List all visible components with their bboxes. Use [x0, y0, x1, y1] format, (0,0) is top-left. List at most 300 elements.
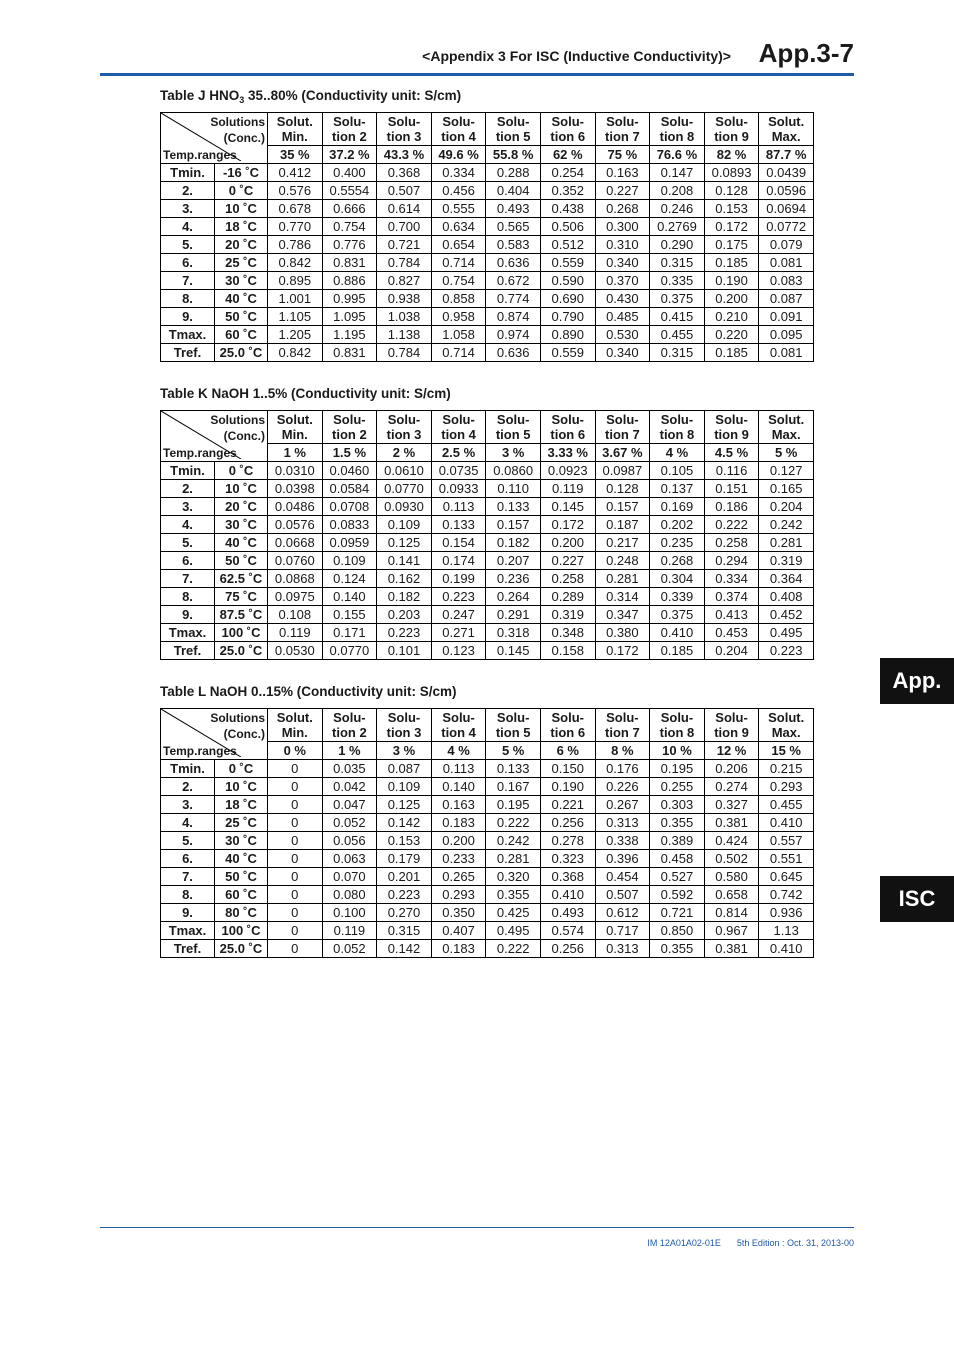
table-row — [161, 552, 814, 570]
column-header-bottom: Min. — [268, 725, 323, 742]
concentration-cell: 8 % — [595, 742, 650, 760]
footer — [631, 1238, 854, 1248]
column-header-bottom: tion 9 — [704, 725, 759, 742]
header-rule — [100, 73, 854, 76]
concentration-cell: 37.2 % — [322, 146, 377, 164]
conductivity-cell: 0.0770 — [377, 480, 432, 498]
conductivity-cell: 0.0694 — [759, 200, 814, 218]
conductivity-cell: 0.453 — [704, 624, 759, 642]
corner-solutions-label: Solutions — [210, 413, 265, 427]
conductivity-cell: 0.381 — [704, 814, 759, 832]
conductivity-cell: 0.290 — [650, 236, 705, 254]
concentration-cell: 3.67 % — [595, 444, 650, 462]
conductivity-cell: 0.172 — [704, 218, 759, 236]
conductivity-cell: 0.140 — [431, 778, 486, 796]
side-tab-isc[interactable]: ISC — [880, 876, 954, 922]
conductivity-cell: 0.256 — [540, 940, 595, 958]
conductivity-cell: 0.347 — [595, 606, 650, 624]
conductivity-cell: 0.0576 — [268, 516, 323, 534]
conductivity-cell: 0.271 — [431, 624, 486, 642]
conductivity-cell: 0.190 — [540, 778, 595, 796]
conductivity-cell: 0.455 — [759, 796, 814, 814]
concentration-cell: 87.7 % — [759, 146, 814, 164]
column-header-top: Solu- — [540, 709, 595, 726]
conductivity-cell: 0.0310 — [268, 462, 323, 480]
conductivity-cell: 0.381 — [704, 940, 759, 958]
conductivity-cell: 0.415 — [650, 308, 705, 326]
row-temperature: 87.5 ˚C — [215, 606, 268, 624]
row-label: 3. — [161, 796, 215, 814]
conductivity-cell: 0.507 — [595, 886, 650, 904]
conductivity-cell: 0.223 — [759, 642, 814, 660]
concentration-cell: 75 % — [595, 146, 650, 164]
conductivity-cell: 0.222 — [704, 516, 759, 534]
conductivity-cell: 0.087 — [759, 290, 814, 308]
corner-temp-label: Temp.ranges — [163, 148, 237, 162]
column-header-top: Solu- — [431, 113, 486, 130]
row-label: Tref. — [161, 344, 215, 362]
row-temperature: 20 ˚C — [215, 236, 268, 254]
column-header-bottom: tion 5 — [486, 427, 541, 444]
row-label: 5. — [161, 236, 215, 254]
conductivity-cell: 0.678 — [268, 200, 323, 218]
concentration-cell: 55.8 % — [486, 146, 541, 164]
conductivity-cell: 0.438 — [540, 200, 595, 218]
column-header-bottom: tion 7 — [595, 427, 650, 444]
conductivity-cell: 0.555 — [431, 200, 486, 218]
conductivity-cell: 0.493 — [486, 200, 541, 218]
conductivity-cell: 0.576 — [268, 182, 323, 200]
conductivity-cell: 0.320 — [486, 868, 541, 886]
page-number: App.3-7 — [758, 38, 854, 68]
conductivity-cell: 0.776 — [322, 236, 377, 254]
conductivity-cell: 0.123 — [431, 642, 486, 660]
conductivity-cell: 0.974 — [486, 326, 541, 344]
column-header-top: Solu- — [650, 113, 705, 130]
conductivity-cell: 0.454 — [595, 868, 650, 886]
table-row — [161, 832, 814, 850]
conductivity-cell: 0.784 — [377, 344, 432, 362]
concentration-cell: 6 % — [540, 742, 595, 760]
concentration-cell: 43.3 % — [377, 146, 432, 164]
table-row — [161, 588, 814, 606]
column-header-bottom: Max. — [759, 725, 814, 742]
column-header-top: Solut. — [759, 411, 814, 428]
conductivity-cell: 0.559 — [540, 254, 595, 272]
row-label: 4. — [161, 516, 215, 534]
conductivity-cell: 0.091 — [759, 308, 814, 326]
conductivity-cell: 0.784 — [377, 254, 432, 272]
conductivity-cell: 0.095 — [759, 326, 814, 344]
conductivity-cell: 0.172 — [540, 516, 595, 534]
conductivity-cell: 0.335 — [650, 272, 705, 290]
conductivity-cell: 0.410 — [759, 814, 814, 832]
conductivity-cell: 0.035 — [322, 760, 377, 778]
conductivity-cell: 0.254 — [540, 164, 595, 182]
conductivity-cell: 0.176 — [595, 760, 650, 778]
conductivity-cell: 0.278 — [540, 832, 595, 850]
column-header-bottom: Min. — [268, 129, 323, 146]
conductivity-cell: 0.0610 — [377, 462, 432, 480]
corner-solutions-label: Solutions — [210, 115, 265, 129]
table-row — [161, 236, 814, 254]
conductivity-cell: 1.095 — [322, 308, 377, 326]
row-label: Tmin. — [161, 462, 215, 480]
conductivity-cell: 0.119 — [268, 624, 323, 642]
row-temperature: 40 ˚C — [215, 850, 268, 868]
conductivity-cell: 0.220 — [704, 326, 759, 344]
column-header-bottom: tion 6 — [540, 427, 595, 444]
column-header-top: Solu- — [595, 709, 650, 726]
conductivity-cell: 0.101 — [377, 642, 432, 660]
concentration-cell: 5 % — [486, 742, 541, 760]
column-header-bottom: tion 5 — [486, 129, 541, 146]
column-header-top: Solu- — [595, 113, 650, 130]
conductivity-cell: 0.334 — [704, 570, 759, 588]
conductivity-cell: 0.389 — [650, 832, 705, 850]
conductivity-cell: 0.375 — [650, 606, 705, 624]
conductivity-cell: 0.227 — [595, 182, 650, 200]
conductivity-cell: 0.304 — [650, 570, 705, 588]
conductivity-cell: 0.425 — [486, 904, 541, 922]
conductivity-cell: 0.858 — [431, 290, 486, 308]
column-header-bottom: Max. — [759, 129, 814, 146]
column-header-top: Solut. — [268, 411, 323, 428]
table-k-caption: Table K NaOH 1..5% (Conductivity unit: S/cm) — [160, 386, 451, 401]
footer-doc-id: IM 12A01A02-01E — [647, 1238, 721, 1248]
conductivity-cell: 0.281 — [759, 534, 814, 552]
conductivity-cell: 0.364 — [759, 570, 814, 588]
conductivity-cell: 0.352 — [540, 182, 595, 200]
conductivity-cell: 1.195 — [322, 326, 377, 344]
conductivity-cell: 0.242 — [759, 516, 814, 534]
conductivity-cell: 0 — [268, 814, 323, 832]
conductivity-cell: 0.368 — [377, 164, 432, 182]
conductivity-cell: 0.412 — [268, 164, 323, 182]
column-header-top: Solu- — [704, 411, 759, 428]
conductivity-cell: 0.590 — [540, 272, 595, 290]
column-header-top: Solu- — [540, 113, 595, 130]
conductivity-cell: 0.056 — [322, 832, 377, 850]
conductivity-cell: 0.512 — [540, 236, 595, 254]
conductivity-cell: 0.200 — [431, 832, 486, 850]
table-row — [161, 940, 814, 958]
conductivity-cell: 0.592 — [650, 886, 705, 904]
conductivity-cell: 0.495 — [759, 624, 814, 642]
row-temperature: 10 ˚C — [215, 480, 268, 498]
conductivity-cell: 0.151 — [704, 480, 759, 498]
conductivity-cell: 0.636 — [486, 344, 541, 362]
conductivity-cell: 0.995 — [322, 290, 377, 308]
conductivity-cell: 0.236 — [486, 570, 541, 588]
table-row — [161, 904, 814, 922]
conductivity-cell: 0.310 — [595, 236, 650, 254]
row-label: Tmin. — [161, 760, 215, 778]
conductivity-cell: 0.157 — [486, 516, 541, 534]
row-temperature: 40 ˚C — [215, 290, 268, 308]
conductivity-cell: 0.551 — [759, 850, 814, 868]
column-header-bottom: tion 8 — [650, 725, 705, 742]
conductivity-cell: 0.424 — [704, 832, 759, 850]
row-temperature: 75 ˚C — [215, 588, 268, 606]
concentration-cell: 1.5 % — [322, 444, 377, 462]
conductivity-cell: 0.200 — [704, 290, 759, 308]
column-header-top: Solut. — [759, 113, 814, 130]
conductivity-cell: 0.355 — [650, 940, 705, 958]
conductivity-cell: 0.175 — [704, 236, 759, 254]
row-label: 6. — [161, 254, 215, 272]
conductivity-cell: 0.0439 — [759, 164, 814, 182]
conductivity-cell: 0 — [268, 868, 323, 886]
conductivity-cell: 0.557 — [759, 832, 814, 850]
conductivity-cell: 0.288 — [486, 164, 541, 182]
column-header-bottom: tion 6 — [540, 725, 595, 742]
conductivity-cell: 0.140 — [322, 588, 377, 606]
column-header-top: Solu- — [322, 709, 377, 726]
table-row — [161, 886, 814, 904]
conductivity-cell: 0.658 — [704, 886, 759, 904]
row-temperature: 0 ˚C — [215, 760, 268, 778]
column-header-top: Solu- — [322, 113, 377, 130]
conductivity-cell: 0.119 — [540, 480, 595, 498]
conductivity-cell: 0.042 — [322, 778, 377, 796]
conductivity-cell: 0.274 — [704, 778, 759, 796]
table-l-caption: Table L NaOH 0..15% (Conductivity unit: S/cm) — [160, 684, 457, 699]
row-temperature: 0 ˚C — [215, 462, 268, 480]
conductivity-cell: 0.226 — [595, 778, 650, 796]
header-row-top — [161, 411, 814, 428]
column-header-bottom: tion 4 — [431, 129, 486, 146]
conductivity-cell: 0.081 — [759, 344, 814, 362]
conductivity-cell: 0.109 — [377, 778, 432, 796]
conductivity-cell: 0.0833 — [322, 516, 377, 534]
conductivity-cell: 0.165 — [759, 480, 814, 498]
row-label: 7. — [161, 272, 215, 290]
conductivity-cell: 0.142 — [377, 814, 432, 832]
conductivity-cell: 0.506 — [540, 218, 595, 236]
table-row — [161, 218, 814, 236]
conductivity-cell: 0.938 — [377, 290, 432, 308]
row-temperature: 18 ˚C — [215, 218, 268, 236]
corner-conc-label: (Conc.) — [223, 429, 265, 443]
column-header-bottom: tion 9 — [704, 427, 759, 444]
row-temperature: 25.0 ˚C — [215, 344, 268, 362]
header-title: <Appendix 3 For ISC (Inductive Conductivity)> — [422, 48, 731, 64]
conductivity-cell: 0.070 — [322, 868, 377, 886]
row-temperature: 50 ˚C — [215, 308, 268, 326]
conductivity-cell: 0.303 — [650, 796, 705, 814]
conductivity-cell: 0.047 — [322, 796, 377, 814]
conductivity-cell: 0.574 — [540, 922, 595, 940]
conductivity-cell: 0.355 — [650, 814, 705, 832]
column-header-bottom: tion 2 — [322, 129, 377, 146]
conductivity-cell: 0.314 — [595, 588, 650, 606]
concentration-cell: 4.5 % — [704, 444, 759, 462]
table-row — [161, 570, 814, 588]
conductivity-cell: 0.0668 — [268, 534, 323, 552]
conductivity-cell: 0.210 — [704, 308, 759, 326]
conductivity-cell: 0.215 — [759, 760, 814, 778]
row-temperature: 25 ˚C — [215, 254, 268, 272]
concentration-cell: 62 % — [540, 146, 595, 164]
column-header-bottom: tion 3 — [377, 129, 432, 146]
table-row — [161, 200, 814, 218]
concentration-cell: 4 % — [431, 742, 486, 760]
conductivity-cell: 0.119 — [322, 922, 377, 940]
conductivity-cell: 0.654 — [431, 236, 486, 254]
conductivity-cell: 0.786 — [268, 236, 323, 254]
conductivity-cell: 0.348 — [540, 624, 595, 642]
conductivity-cell: 0.127 — [759, 462, 814, 480]
table-l-naoh-0-15 — [160, 708, 814, 958]
conductivity-cell: 0.105 — [650, 462, 705, 480]
conductivity-cell: 0.256 — [540, 814, 595, 832]
row-label: 2. — [161, 480, 215, 498]
conductivity-cell: 0.319 — [759, 552, 814, 570]
side-tab-app[interactable]: App. — [880, 658, 954, 704]
table-row — [161, 796, 814, 814]
conductivity-cell: 0.125 — [377, 796, 432, 814]
column-header-top: Solu- — [650, 411, 705, 428]
conductivity-cell: 0.0772 — [759, 218, 814, 236]
conductivity-cell: 0.672 — [486, 272, 541, 290]
conductivity-cell: 0.408 — [759, 588, 814, 606]
conductivity-cell: 0.227 — [540, 552, 595, 570]
column-header-top: Solu- — [486, 411, 541, 428]
conductivity-cell: 0.281 — [486, 850, 541, 868]
table-row — [161, 272, 814, 290]
row-temperature: 50 ˚C — [215, 868, 268, 886]
row-temperature: 60 ˚C — [215, 886, 268, 904]
conductivity-cell: 0.300 — [595, 218, 650, 236]
row-temperature: 25.0 ˚C — [215, 940, 268, 958]
column-header-bottom: tion 8 — [650, 129, 705, 146]
conductivity-cell: 0.248 — [595, 552, 650, 570]
table-row — [161, 642, 814, 660]
table-corner — [161, 411, 268, 462]
conductivity-cell: 0.171 — [322, 624, 377, 642]
column-header-top: Solu- — [650, 709, 705, 726]
conductivity-cell: 0.268 — [650, 552, 705, 570]
column-header-top: Solut. — [268, 113, 323, 130]
row-temperature: 100 ˚C — [215, 922, 268, 940]
conductivity-cell: 1.001 — [268, 290, 323, 308]
conductivity-cell: 0.458 — [650, 850, 705, 868]
table-row — [161, 868, 814, 886]
conductivity-cell: 0.666 — [322, 200, 377, 218]
conductivity-cell: 0.0708 — [322, 498, 377, 516]
row-label: 8. — [161, 290, 215, 308]
conductivity-cell: 0.380 — [595, 624, 650, 642]
column-header-bottom: tion 7 — [595, 725, 650, 742]
header-row-top — [161, 113, 814, 130]
conductivity-cell: 1.138 — [377, 326, 432, 344]
table-j-caption: Table J $HNO_3$ 35..80% (Conductivity unit: S/cm) — [160, 88, 462, 105]
conductivity-cell: 0.125 — [377, 534, 432, 552]
conductivity-cell: 1.105 — [268, 308, 323, 326]
conductivity-cell: 0.5554 — [322, 182, 377, 200]
row-temperature: 80 ˚C — [215, 904, 268, 922]
row-label: 9. — [161, 904, 215, 922]
row-temperature: 25 ˚C — [215, 814, 268, 832]
conductivity-cell: 0.153 — [704, 200, 759, 218]
conductivity-cell: 0.612 — [595, 904, 650, 922]
column-header-bottom: Min. — [268, 427, 323, 444]
corner-temp-label: Temp.ranges — [163, 446, 237, 460]
conductivity-cell: 1.13 — [759, 922, 814, 940]
conductivity-cell: 0.0975 — [268, 588, 323, 606]
conductivity-cell: 0.242 — [486, 832, 541, 850]
conductivity-cell: 0.0584 — [322, 480, 377, 498]
table-row — [161, 778, 814, 796]
column-header-top: Solu- — [377, 411, 432, 428]
header-row-top — [161, 709, 814, 726]
conductivity-cell: 0.183 — [431, 940, 486, 958]
conductivity-cell: 0.831 — [322, 344, 377, 362]
conductivity-cell: 0.774 — [486, 290, 541, 308]
conductivity-cell: 0.0933 — [431, 480, 486, 498]
conductivity-cell: 0.133 — [431, 516, 486, 534]
conductivity-cell: 0.636 — [486, 254, 541, 272]
conductivity-cell: 0.222 — [486, 814, 541, 832]
row-temperature: 20 ˚C — [215, 498, 268, 516]
table-row — [161, 182, 814, 200]
conductivity-cell: 0.110 — [486, 480, 541, 498]
conductivity-cell: 0.162 — [377, 570, 432, 588]
conductivity-cell: 0.264 — [486, 588, 541, 606]
conductivity-cell: 0.850 — [650, 922, 705, 940]
conductivity-cell: 0.052 — [322, 814, 377, 832]
conductivity-cell: 0.195 — [486, 796, 541, 814]
conductivity-cell: 0.355 — [486, 886, 541, 904]
conductivity-cell: 0.052 — [322, 940, 377, 958]
conductivity-cell: 0 — [268, 778, 323, 796]
conductivity-cell: 0.079 — [759, 236, 814, 254]
conductivity-cell: 0.886 — [322, 272, 377, 290]
row-label: 8. — [161, 886, 215, 904]
row-label: 2. — [161, 182, 215, 200]
column-header-bottom: Max. — [759, 427, 814, 444]
conductivity-cell: 0 — [268, 850, 323, 868]
row-label: 4. — [161, 218, 215, 236]
conductivity-cell: 0.100 — [322, 904, 377, 922]
concentration-cell: 3.33 % — [540, 444, 595, 462]
row-temperature: -16 ˚C — [215, 164, 268, 182]
row-label: Tmax. — [161, 624, 215, 642]
corner-conc-label: (Conc.) — [223, 727, 265, 741]
conductivity-cell: 0.141 — [377, 552, 432, 570]
conductivity-cell: 0.565 — [486, 218, 541, 236]
table-row — [161, 624, 814, 642]
table-k-naoh-1-5 — [160, 410, 814, 660]
concentration-cell: 12 % — [704, 742, 759, 760]
column-header-top: Solut. — [759, 709, 814, 726]
conductivity-cell: 0.318 — [486, 624, 541, 642]
conductivity-cell: 0.145 — [486, 642, 541, 660]
column-header-bottom: tion 2 — [322, 427, 377, 444]
conductivity-cell: 0 — [268, 940, 323, 958]
column-header-top: Solu- — [540, 411, 595, 428]
conductivity-cell: 0.404 — [486, 182, 541, 200]
conductivity-cell: 0.580 — [704, 868, 759, 886]
conductivity-cell: 0.410 — [650, 624, 705, 642]
row-temperature: 30 ˚C — [215, 272, 268, 290]
conductivity-cell: 0.0735 — [431, 462, 486, 480]
column-header-top: Solu- — [595, 411, 650, 428]
conductivity-cell: 0.063 — [322, 850, 377, 868]
column-header-bottom: tion 8 — [650, 427, 705, 444]
conductivity-cell: 0.147 — [650, 164, 705, 182]
